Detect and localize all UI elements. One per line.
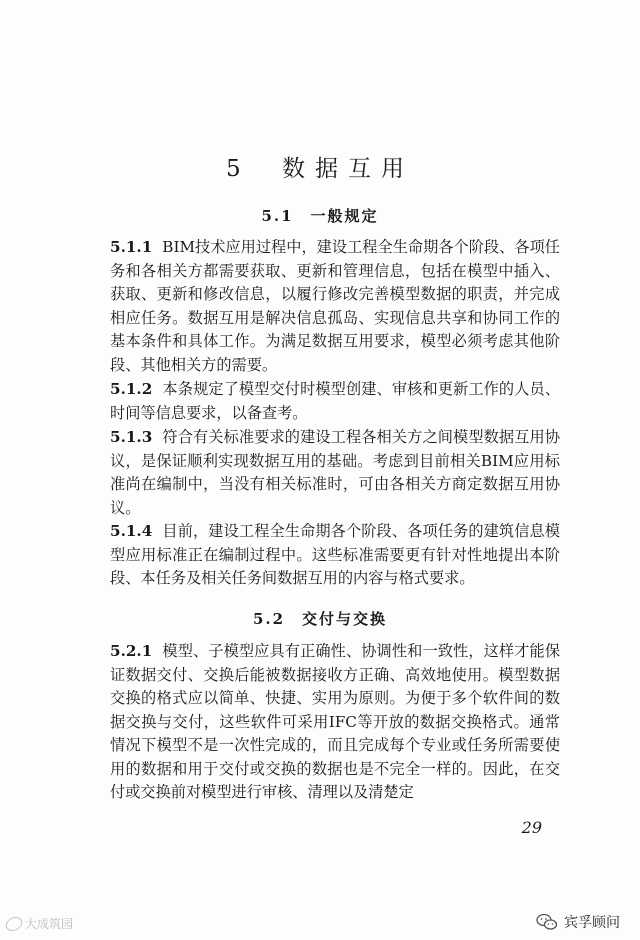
paragraph-5-2-1 bbox=[110, 640, 560, 805]
wechat-icon bbox=[536, 913, 558, 931]
clause-number: 5.1.2 bbox=[110, 380, 153, 398]
clause-number: 5.2.1 bbox=[110, 642, 153, 660]
paragraph-5-1-3 bbox=[110, 426, 560, 520]
paragraph-5-1-1 bbox=[110, 236, 560, 377]
clause-text: 符合有关标准要求的建设工程各相关方之间模型数据互用协议，是保证顺利实现数据互用的基础。考虑到目前相关BIM应用标准尚在编制中，当没有相关标准时，可由各相关方商定数据互用协议。 bbox=[110, 428, 560, 517]
section-heading-5-2: 5.2 交付与交换 bbox=[252, 610, 388, 628]
clause-number: 5.1.3 bbox=[110, 428, 153, 446]
watermark-right bbox=[536, 912, 620, 932]
paragraph-5-1-2 bbox=[110, 378, 560, 425]
page-number: 29 bbox=[521, 818, 542, 837]
watermark-left bbox=[6, 915, 73, 932]
chapter-number: 5 bbox=[226, 156, 251, 182]
clause-text: 本条规定了模型交付时模型创建、审核和更新工作的人员、时间等信息要求，以备查考。 bbox=[110, 380, 560, 422]
chapter-name: 数据互用 bbox=[281, 156, 414, 182]
clause-text: 模型、子模型应具有正确性、协调性和一致性，这样才能保证数据交付、交换后能被数据接收方正确、高效地使用。模型数据交换的格式应以简单、快捷、实用为原则。为便于多个软件间的数据交换与交付，这些软件可采用IFC等开放的数据交换格式。通常情况下模型不是一次性完成的，而且完成每个专业或任务所需要使用的数据和用于交付或交换的数据也是不完全一样的。因此，在交付或交换前对模型进行审核、清理以及清楚定 bbox=[110, 642, 560, 801]
chapter-title bbox=[0, 150, 640, 183]
watermark-left-text: 大成筑园 bbox=[25, 917, 74, 931]
paragraph-5-1-4 bbox=[110, 520, 560, 591]
clause-number: 5.1.4 bbox=[110, 522, 153, 540]
watermark-logo-icon bbox=[4, 917, 24, 931]
section-heading-5-1: 5.1 一般规定 bbox=[261, 207, 379, 225]
clause-text: 目前，建设工程全生命期各个阶段、各项任务的建筑信息模型应用标准正在编制过程中。这些标准需要更有针对性地提出本阶段、本任务及相关任务间数据互用的内容与格式要求。 bbox=[110, 522, 560, 587]
clause-number: 5.1.1 bbox=[110, 238, 153, 256]
clause-text: BIM技术应用过程中，建设工程全生命期各个阶段、各项任务和各相关方都需要获取、更新和管理信息，包括在模型中插入、获取、更新和修改信息，以履行修改完善模型数据的职责，并完成相应任务。数据互用是解决信息孤岛、实现信息共享和协同工作的基本条件和具体工作。为满足数据互用要求，模型必须考虑其他阶段、其他相关方的需要。 bbox=[110, 238, 560, 374]
watermark-right-text: 宾孚顾问 bbox=[564, 915, 620, 931]
